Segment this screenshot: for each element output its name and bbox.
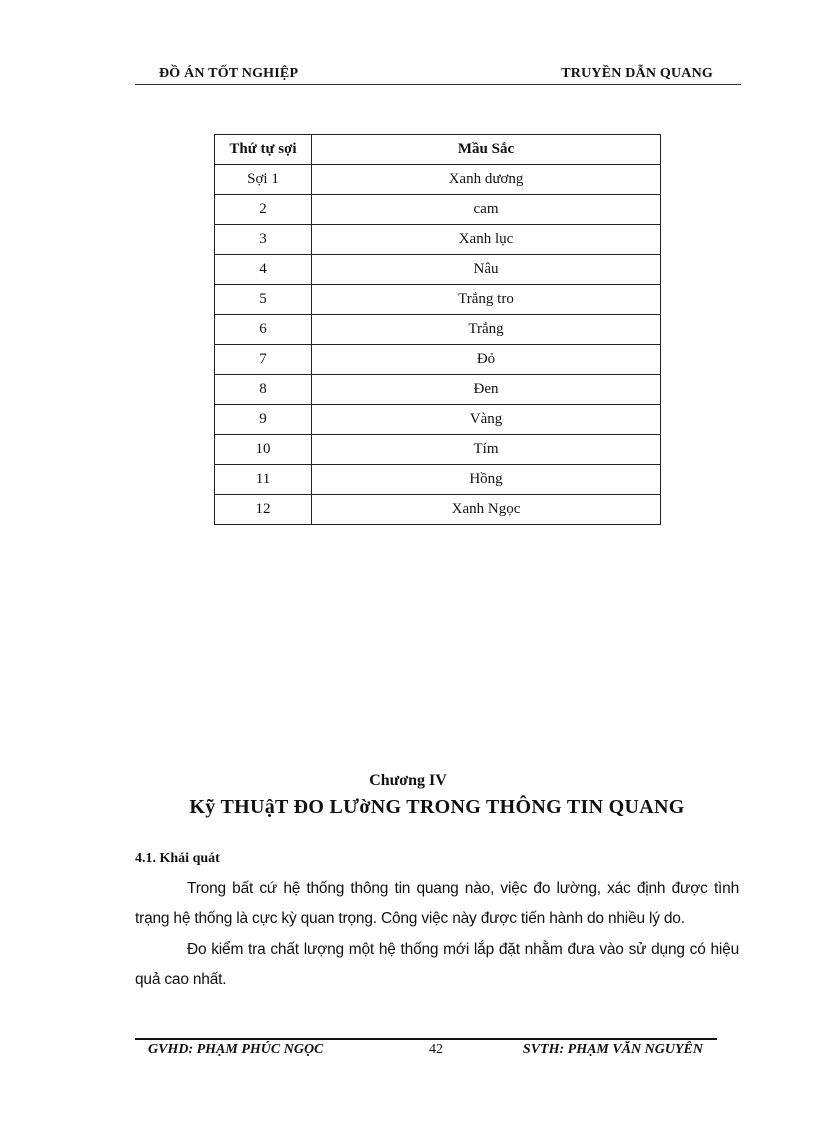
fiber-order-cell: 12 (215, 495, 312, 525)
table-row (215, 195, 661, 225)
fiber-color-cell: Xanh lục (312, 225, 661, 255)
fiber-color-cell: Đen (312, 375, 661, 405)
fiber-color-cell: Tím (312, 435, 661, 465)
fiber-color-cell: Trắng (312, 315, 661, 345)
body-paragraph: Đo kiểm tra chất lượng một hệ thống mới lắp đặt nhằm đưa vào sử dụng có hiệu quả cao nhất. (135, 941, 739, 988)
fiber-color-cell: Xanh dương (312, 165, 661, 195)
page-header (135, 64, 741, 85)
fiber-color-cell: Trắng tro (312, 285, 661, 315)
table-row (215, 435, 661, 465)
header-left-title: ĐỒ ÁN TỐT NGHIỆP (159, 66, 299, 81)
column-header-color: Mầu Sắc (312, 135, 661, 165)
fiber-order-cell: Sợi 1 (215, 165, 312, 195)
table-row (215, 495, 661, 525)
table-row (215, 375, 661, 405)
footer-student: SVTH: PHẠM VĂN NGUYÊN (522, 1042, 703, 1057)
fiber-order-cell: 2 (215, 195, 312, 225)
fiber-color-table (214, 134, 661, 525)
table-row (215, 165, 661, 195)
fiber-order-cell: 6 (215, 315, 312, 345)
fiber-order-cell: 5 (215, 285, 312, 315)
table-row (215, 285, 661, 315)
footer-supervisor: GVHD: PHẠM PHÚC NGỌC (148, 1042, 324, 1057)
table-row (215, 345, 661, 375)
fiber-order-cell: 3 (215, 225, 312, 255)
chapter-label: Chương IV (369, 772, 447, 789)
column-header-fiber-order: Thứ tự sợi (215, 135, 312, 165)
fiber-order-cell: 8 (215, 375, 312, 405)
table-row (215, 465, 661, 495)
fiber-color-cell: cam (312, 195, 661, 225)
fiber-color-cell: Nâu (312, 255, 661, 285)
fiber-color-cell: Vàng (312, 405, 661, 435)
chapter-title: Kỹ THUậT ĐO LƯờNG TRONG THÔNG TIN QUANG (189, 796, 685, 818)
footer-divider (135, 1038, 717, 1040)
section-heading: 4.1. Khái quát (135, 851, 220, 866)
fiber-order-cell: 11 (215, 465, 312, 495)
fiber-color-cell: Xanh Ngọc (312, 495, 661, 525)
fiber-color-cell: Hồng (312, 465, 661, 495)
table-row (215, 405, 661, 435)
page-number: 42 (429, 1042, 443, 1057)
table-row (215, 315, 661, 345)
table-row (215, 225, 661, 255)
body-paragraph: Trong bất cứ hệ thống thông tin quang nào, việc đo lường, xác định được tình trạng hệ thống là cực kỳ quan trọng. Công việc này được tiến hành do nhiều lý do. (135, 880, 739, 927)
fiber-order-cell: 7 (215, 345, 312, 375)
fiber-order-cell: 9 (215, 405, 312, 435)
fiber-order-cell: 10 (215, 435, 312, 465)
table-header-row (215, 135, 661, 165)
page-footer (135, 1041, 717, 1061)
header-right-title: TRUYỀN DẪN QUANG (561, 66, 713, 81)
fiber-color-cell: Đỏ (312, 345, 661, 375)
table-row (215, 255, 661, 285)
fiber-order-cell: 4 (215, 255, 312, 285)
